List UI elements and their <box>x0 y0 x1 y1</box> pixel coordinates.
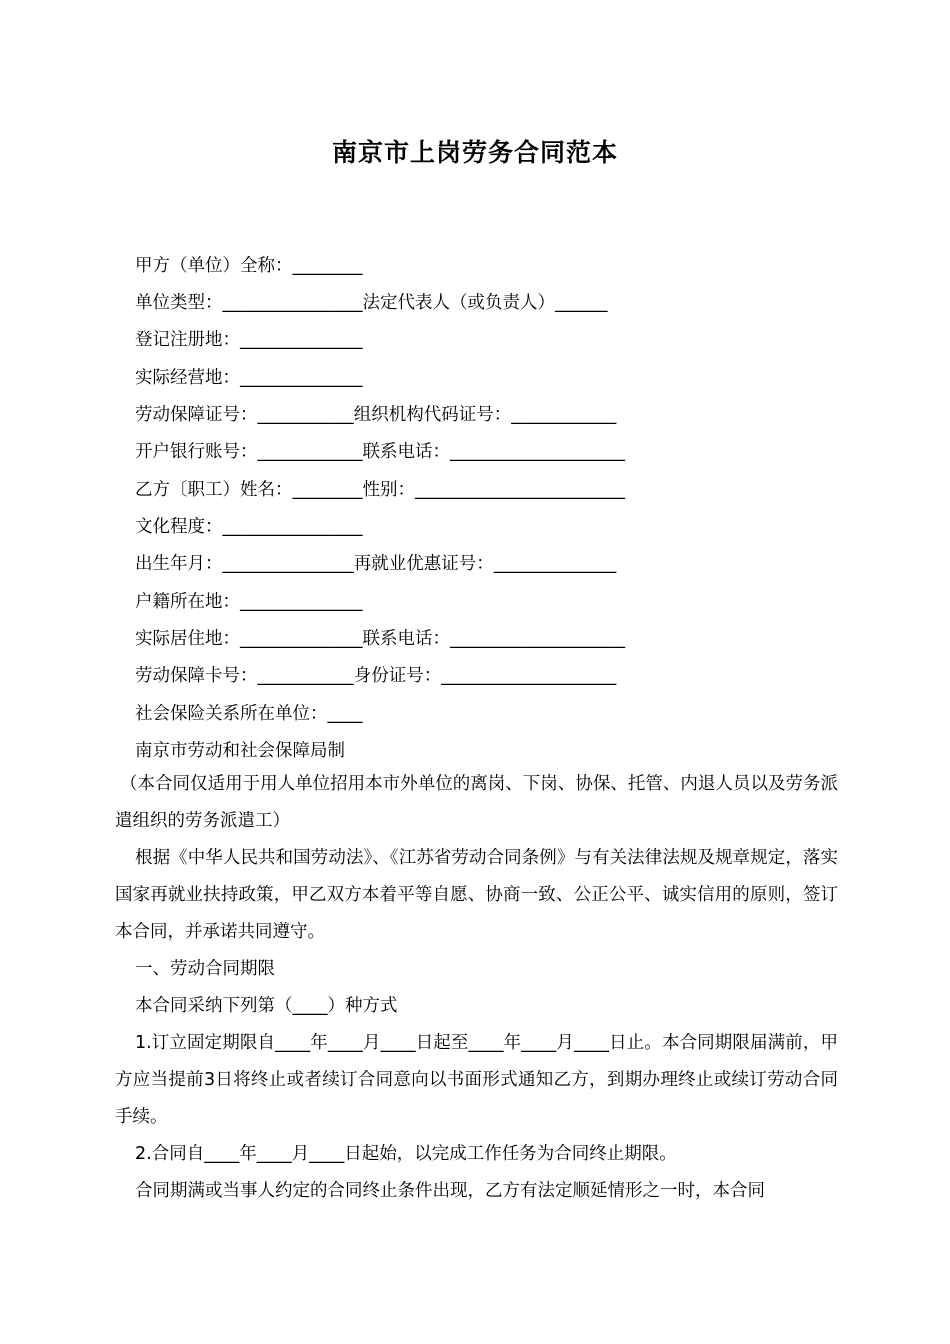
field-household-registration: 户籍所在地：______________ <box>135 592 363 612</box>
contract-body <box>115 766 838 1210</box>
issuer-line: 南京市劳动和社会保障局制 <box>135 741 345 761</box>
method-paragraph: 本合同采纳下列第（____）种方式 <box>135 996 398 1016</box>
field-party-a-name: 甲方（单位）全称：________ <box>135 256 363 276</box>
scope-note: （本合同仅适用于用人单位招用本市外单位的离岗、下岗、协保、托管、内退人员以及劳务派遣组织的劳务派遣工） <box>115 774 838 831</box>
preamble-paragraph: 根据《中华人民共和国劳动法》、《江苏省劳动合同条例》与有关法律法规及规章规定，落实国家再就业扶持政策，甲乙双方本着平等自愿、协商一致、公正公平、诚实信用的原则，签订本合同，并承诺共同遵守。 <box>115 848 838 942</box>
field-education: 文化程度：________________ <box>135 517 363 537</box>
field-social-insurance-unit: 社会保险关系所在单位：____ <box>135 704 363 724</box>
field-business-address: 实际经营地：______________ <box>135 368 363 388</box>
clause-1: 1.订立固定期限自____年____月____日起至____年____月____日止。本合同期限届满前，甲方应当提前3日将终止或者续订合同意向以书面形式通知乙方，到期办理终止或续订劳动合同手续。 <box>115 1033 838 1127</box>
clause-continuation: 合同期满或当事人约定的合同终止条件出现，乙方有法定顺延情形之一时，本合同 <box>135 1181 765 1201</box>
field-unit-type: 单位类型：________________法定代表人（或负责人）______ <box>135 293 608 313</box>
field-labor-security-number: 劳动保障证号：___________组织机构代码证号：____________ <box>135 405 617 425</box>
field-party-b-name: 乙方〔职工）姓名：________性别：________________________ <box>135 480 625 500</box>
field-bank-account: 开户银行账号：____________联系电话：____________________ <box>135 442 625 462</box>
field-birth-date: 出生年月：_______________再就业优惠证号：______________ <box>135 554 617 574</box>
field-registered-address: 登记注册地：______________ <box>135 330 363 350</box>
document-title: 南京市上岗劳务合同范本 <box>331 138 618 167</box>
field-residence: 实际居住地：______________联系电话：____________________ <box>135 629 625 649</box>
field-labor-card-number: 劳动保障卡号：___________身份证号：____________________ <box>135 666 617 686</box>
section-heading: 一、劳动合同期限 <box>135 959 275 979</box>
clause-2: 2.合同自____年____月____日起始，以完成工作任务为合同终止期限。 <box>135 1144 677 1164</box>
